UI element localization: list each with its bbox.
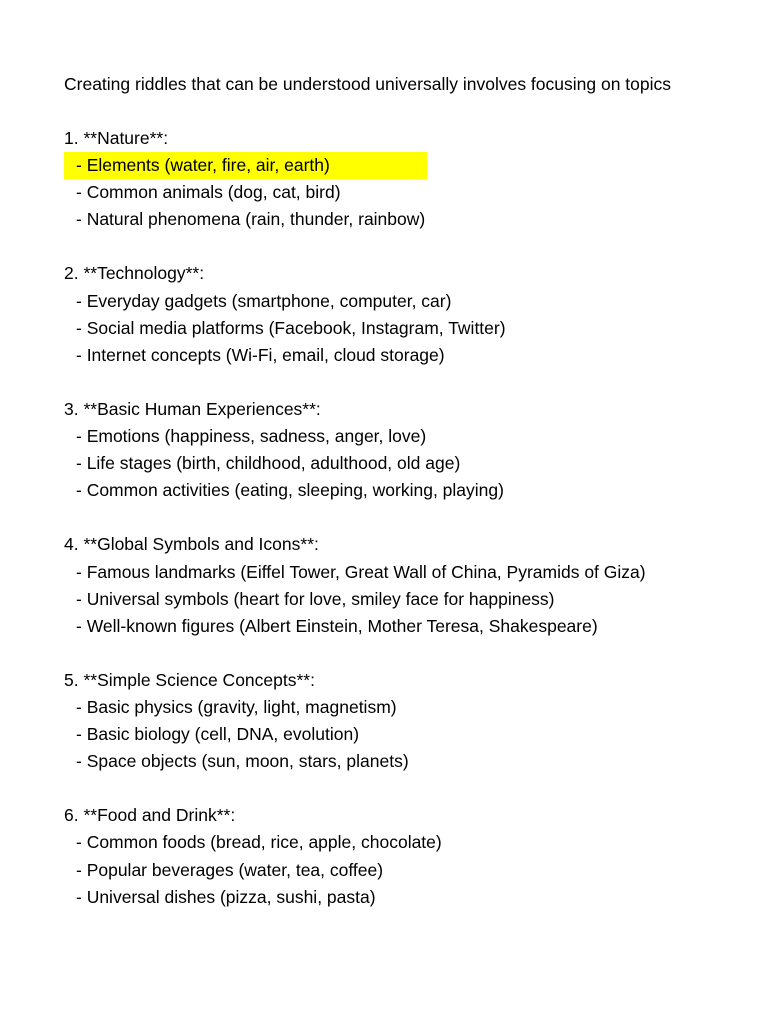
list-item: - Internet concepts (Wi-Fi, email, cloud storage) (76, 344, 445, 365)
list-item: - Everyday gadgets (smartphone, computer, car) (76, 290, 452, 311)
list-item: - Space objects (sun, moon, stars, planets) (76, 751, 409, 772)
list-item: - Social media platforms (Facebook, Instagram, Twitter) (76, 317, 506, 338)
list-item: - Common animals (dog, cat, bird) (76, 182, 341, 203)
list-item: - Universal dishes (pizza, sushi, pasta) (76, 886, 376, 907)
list-item: - Common foods (bread, rice, apple, chocolate) (76, 832, 442, 853)
intro-paragraph: Creating riddles that can be understood universally involves focusing on topics (64, 74, 672, 94)
list-item: - Basic biology (cell, DNA, evolution) (76, 724, 360, 745)
list-item: - Universal symbols (heart for love, smiley face for happiness) (76, 588, 555, 609)
section-science-concepts (64, 667, 744, 775)
list-item: - Famous landmarks (Eiffel Tower, Great Wall of China, Pyramids of Giza) (76, 561, 646, 582)
section-food-drink (64, 802, 744, 910)
highlighted-text: - Elements (water, fire, air, earth) (64, 152, 427, 179)
section-heading: 2. **Technology**: (64, 263, 205, 284)
section-global-symbols (64, 531, 744, 639)
list-item: - Life stages (birth, childhood, adulthood, old age) (76, 453, 461, 474)
list-item: - Basic physics (gravity, light, magnetism) (76, 696, 397, 717)
section-heading: 4. **Global Symbols and Icons**: (64, 534, 319, 555)
section-technology (64, 260, 744, 368)
section-human-experiences (64, 396, 744, 504)
section-heading: 3. **Basic Human Experiences**: (64, 398, 321, 419)
list-item: - Natural phenomena (rain, thunder, rainbow) (76, 209, 426, 230)
list-item: - Emotions (happiness, sadness, anger, love) (76, 426, 427, 447)
section-nature (64, 125, 744, 233)
topic-list (64, 125, 744, 938)
section-heading: 5. **Simple Science Concepts**: (64, 669, 315, 690)
list-item: - Common activities (eating, sleeping, working, playing) (76, 480, 504, 501)
section-heading: 6. **Food and Drink**: (64, 805, 236, 826)
section-heading: 1. **Nature**: (64, 128, 169, 148)
list-item: - Well-known figures (Albert Einstein, Mother Teresa, Shakespeare) (76, 615, 598, 636)
list-item: - Popular beverages (water, tea, coffee) (76, 859, 384, 880)
list-item (64, 152, 744, 179)
